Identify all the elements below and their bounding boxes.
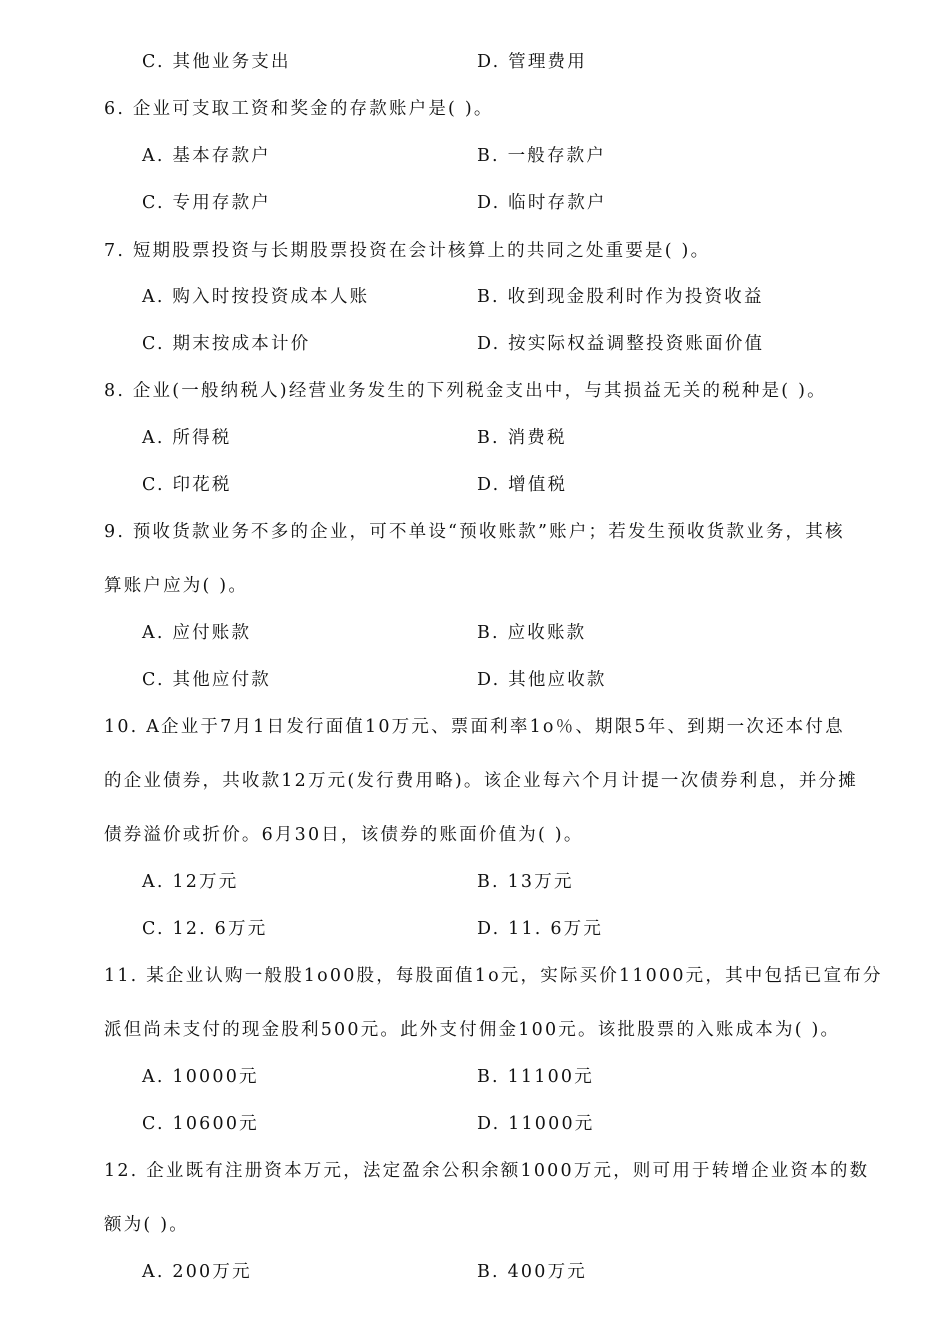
option-d-q11: D. 11000元 [477,1114,595,1134]
option-b-q11: B. 11100元 [477,1067,594,1087]
question-12-line-2: 额为( )。 [104,1215,189,1235]
question-11-line-2: 派但尚未支付的现金股利500元。此外支付佣金100元。该批股票的入账成本为( )。 [104,1020,841,1040]
option-c-q8: C. 印花税 [142,475,232,495]
option-a-q9: A. 应付账款 [142,623,252,643]
option-c-q5: C. 其他业务支出 [142,52,291,72]
option-a-q11: A. 10000元 [142,1067,259,1087]
option-d-q7: D. 按实际权益调整投资账面价值 [477,334,765,354]
option-c-q11: C. 10600元 [142,1114,259,1134]
option-c-q6: C. 专用存款户 [142,193,271,213]
option-d-q6: D. 临时存款户 [477,193,607,213]
option-a-q7: A. 购入时按投资成本人账 [142,287,370,307]
option-b-q9: B. 应收账款 [477,623,587,643]
option-c-q10: C. 12. 6万元 [142,919,268,939]
option-a-q12: A. 200万元 [142,1262,252,1282]
option-a-q10: A. 12万元 [142,872,239,892]
question-8: 8. 企业(一般纳税人)经营业务发生的下列税金支出中，与其损益无关的税种是( )。 [104,381,827,401]
option-a-q8: A. 所得税 [142,428,232,448]
question-10-line-2: 的企业债券，共收款12万元(发行费用略)。该企业每六个月计提一次债券利息，并分摊 [104,771,858,791]
question-6: 6. 企业可支取工资和奖金的存款账户是( )。 [104,99,494,119]
question-10-line-1: 10. A企业于7月1日发行面值10万元、票面利率1o％、期限5年、到期一次还本付息 [104,717,845,737]
question-9-line-1: 9. 预收货款业务不多的企业，可不单设“预收账款”账户；若发生预收货款业务，其核 [104,522,845,542]
option-b-q6: B. 一般存款户 [477,146,607,166]
option-b-q8: B. 消费税 [477,428,567,448]
option-d-q10: D. 11. 6万元 [477,919,604,939]
question-12-line-1: 12. 企业既有注册资本万元，法定盈余公积余额1000万元，则可用于转增企业资本的数 [104,1161,870,1181]
option-c-q9: C. 其他应付款 [142,670,271,690]
question-9-line-2: 算账户应为( )。 [104,576,249,596]
option-b-q10: B. 13万元 [477,872,574,892]
question-7: 7. 短期股票投资与长期股票投资在会计核算上的共同之处重要是( )。 [104,241,711,261]
option-b-q7: B. 收到现金股利时作为投资收益 [477,287,764,307]
option-d-q5: D. 管理费用 [477,52,587,72]
question-10-line-3: 债券溢价或折价。6月30日，该债券的账面价值为( )。 [104,825,584,845]
option-b-q12: B. 400万元 [477,1262,587,1282]
option-c-q7: C. 期末按成本计价 [142,334,311,354]
option-d-q8: D. 增值税 [477,475,568,495]
question-11-line-1: 11. 某企业认购一般股1o00股，每股面值1o元，实际买价11000元，其中包括已宣布分 [104,966,883,986]
option-d-q9: D. 其他应收款 [477,670,607,690]
option-a-q6: A. 基本存款户 [142,146,271,166]
